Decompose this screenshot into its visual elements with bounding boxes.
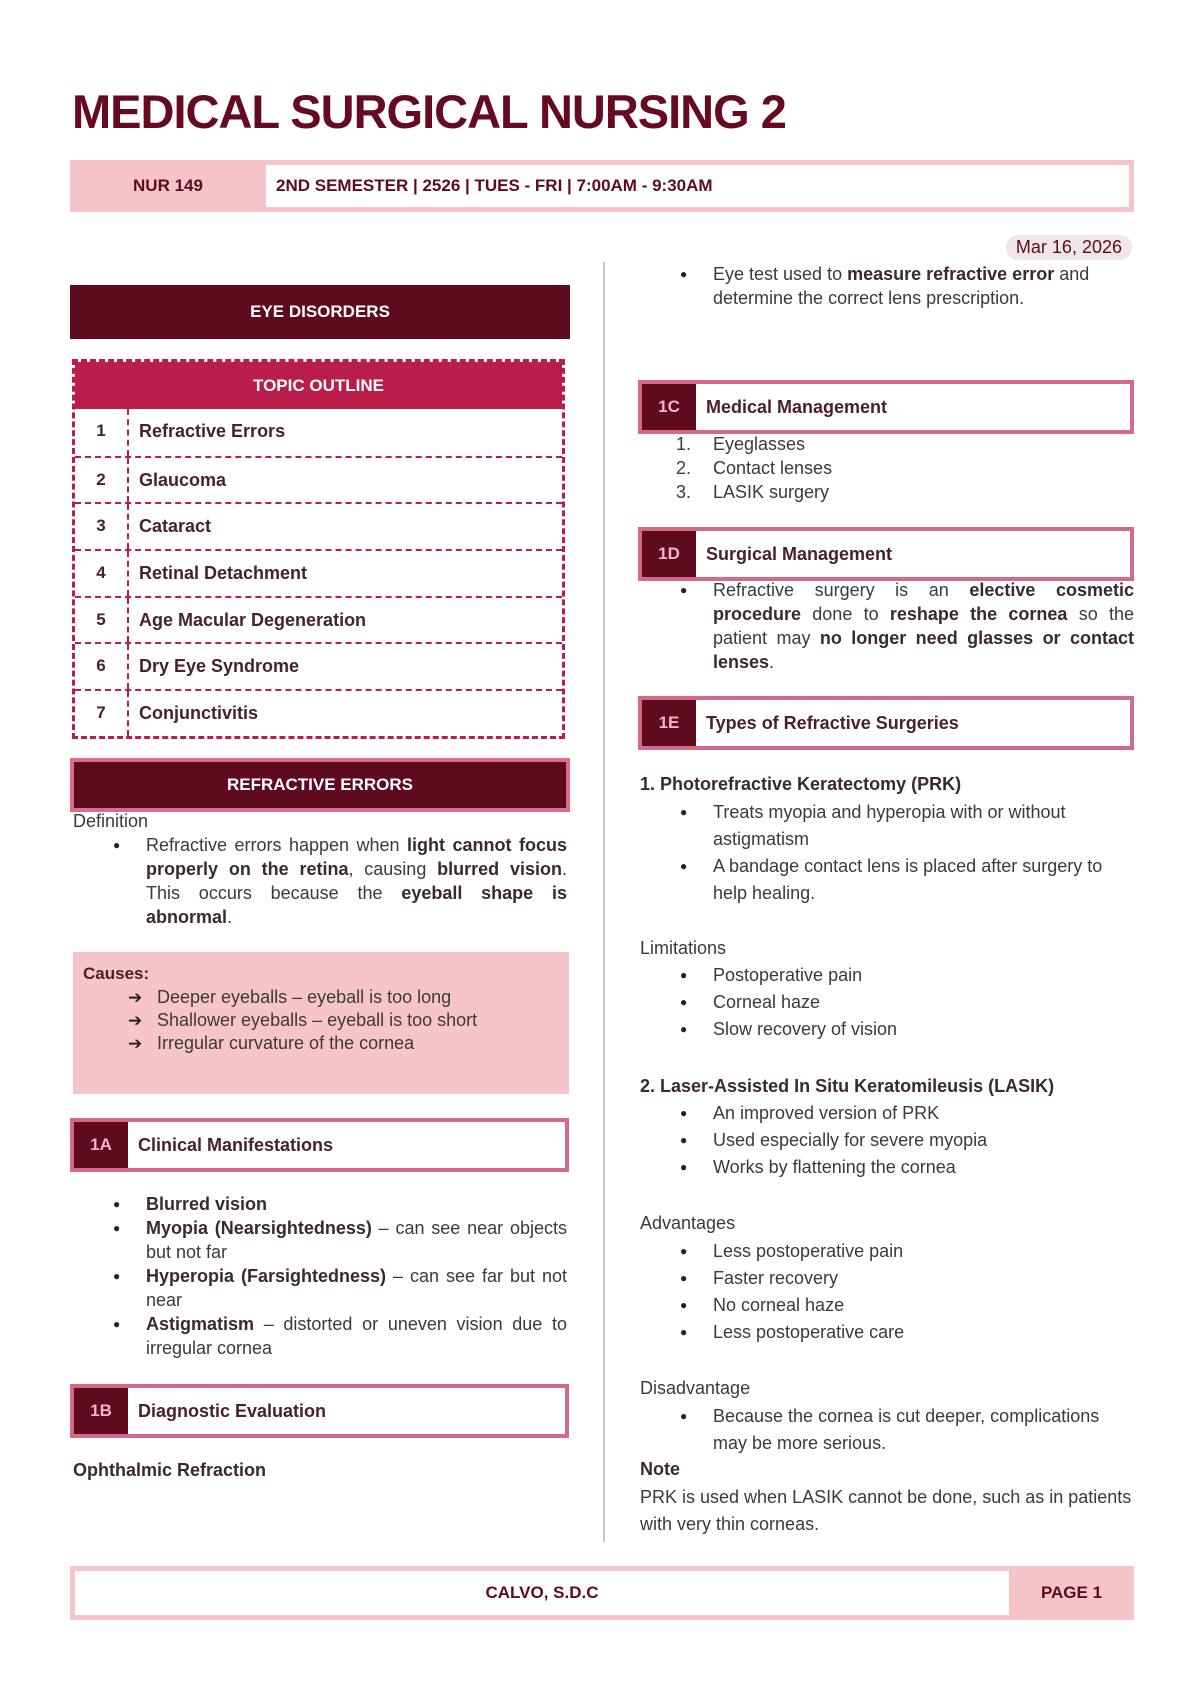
section-label: Clinical Manifestations [138, 1135, 334, 1155]
section-label: Diagnostic Evaluation [138, 1401, 327, 1421]
disadvantage-label: Disadvantage [640, 1378, 751, 1398]
note-text: PRK is used when LASIK cannot be done, such as in patients with very thin corneas. [640, 1487, 1132, 1534]
manifestations-list [73, 1192, 567, 1360]
cause-item: ➔ Deeper eyeballs – eyeball is too long [83, 986, 559, 1009]
eye-test-list [640, 262, 1134, 310]
outline-number: 7 [75, 691, 129, 736]
column-divider [603, 262, 605, 1542]
item-label: LASIK surgery [713, 482, 830, 502]
item-number: 3. [676, 482, 692, 502]
refractive-errors-banner: REFRACTIVE ERRORS [70, 758, 570, 812]
section-label: Medical Management [706, 397, 888, 417]
surgical-management-list [640, 578, 1134, 674]
limitations-label: Limitations [640, 938, 727, 958]
lasik-item: ● Used especially for severe myopia [640, 1127, 1134, 1154]
manifestation-item [73, 1264, 567, 1312]
ophthalmic-refraction-label: Ophthalmic Refraction [73, 1460, 267, 1480]
advantage-item: ● No corneal haze [640, 1292, 1134, 1319]
section-1a-header [70, 1118, 569, 1172]
prk-item: ● A bandage contact lens is placed after surgery to help healing. [640, 853, 1134, 907]
page-number: PAGE 1 [1040, 1583, 1103, 1602]
footer-bar [70, 1566, 1134, 1620]
item-number: 2. [676, 458, 692, 478]
item-label: Eyeglasses [713, 434, 806, 454]
manifestation-term: Astigmatism [146, 1314, 255, 1334]
limitation-item: ● Slow recovery of vision [640, 1016, 1134, 1043]
section-label: Types of Refractive Surgeries [706, 713, 959, 733]
prk-item: ● Treats myopia and hyperopia with or without astigmatism [640, 799, 1134, 853]
section-1c-header [638, 380, 1134, 434]
advantages-list [640, 1238, 1134, 1346]
manifestation-term: Hyperopia (Farsightedness) [146, 1266, 387, 1286]
outline-row [75, 456, 562, 503]
manifestation-desc: – distorted or uneven vision due to irregular cornea [146, 1314, 567, 1358]
advantage-item: ● Faster recovery [640, 1265, 1134, 1292]
section-number: 1A [74, 1122, 128, 1168]
outline-label: Conjunctivitis [139, 703, 259, 724]
outline-number: 5 [75, 598, 129, 643]
outline-row [75, 596, 562, 643]
causes-title: Causes: [83, 964, 150, 983]
limitation-item: ● Corneal haze [640, 989, 1134, 1016]
outline-number: 2 [75, 458, 129, 503]
item-number: 1. [676, 434, 692, 454]
medical-item [640, 456, 1134, 480]
manifestation-desc: – can see far but not near [146, 1266, 567, 1310]
section-number: 1B [74, 1388, 128, 1434]
outline-label: Cataract [139, 516, 212, 537]
outline-row [75, 689, 562, 736]
outline-label: Refractive Errors [139, 421, 286, 441]
outline-number: 1 [75, 409, 129, 456]
outline-row [75, 549, 562, 596]
lasik-list [640, 1100, 1134, 1181]
section-label: Surgical Management [706, 544, 893, 564]
section-1b-header [70, 1384, 569, 1438]
lasik-item: ● Works by flattening the cornea [640, 1154, 1134, 1181]
page-title: MEDICAL SURGICAL NURSING 2 [72, 85, 786, 138]
outline-label: Age Macular Degeneration [139, 609, 367, 630]
limitations-list [640, 962, 1134, 1043]
manifestation-item [73, 1312, 567, 1360]
cause-item: ➔ Irregular curvature of the cornea [83, 1032, 559, 1055]
cause-item: ➔ Shallower eyeballs – eyeball is too short [83, 1009, 559, 1032]
causes-list [83, 986, 559, 1055]
definition-label: Definition [73, 811, 149, 831]
topic-outline-title: TOPIC OUTLINE [75, 362, 562, 409]
advantages-label: Advantages [640, 1213, 736, 1233]
lasik-item: ● An improved version of PRK [640, 1100, 1134, 1127]
section-number: 1E [642, 700, 696, 746]
outline-label: Glaucoma [139, 469, 227, 490]
advantage-item: ● Less postoperative care [640, 1319, 1134, 1346]
eye-test-item: ● Eye test used to measure refractive error and determine the correct lens prescription. [640, 262, 1134, 310]
lasik-title: 2. Laser-Assisted In Situ Keratomileusis (LASIK) [640, 1076, 1055, 1096]
definition-list [73, 833, 567, 929]
outline-row [75, 642, 562, 689]
section-1e-header [638, 696, 1134, 750]
author-name: CALVO, S.D.C [75, 1571, 1009, 1615]
medical-item [640, 480, 1134, 504]
outline-row [75, 502, 562, 549]
medical-management-list [640, 432, 1134, 504]
outline-number: 4 [75, 551, 129, 596]
outline-number: 6 [75, 644, 129, 689]
manifestation-item [73, 1192, 567, 1216]
manifestation-item [73, 1216, 567, 1264]
disadvantage-list [640, 1403, 1134, 1457]
medical-item [640, 432, 1134, 456]
manifestation-term: Blurred vision [146, 1194, 268, 1214]
outline-row [75, 409, 562, 456]
definition-item: ● Refractive errors happen when light cannot focus properly on the retina, causing blurred vision. This occurs because the eyeball shape is abnormal. [73, 833, 567, 929]
outline-label: Retinal Detachment [139, 563, 308, 584]
section-number: 1D [642, 531, 696, 577]
manifestation-desc: – can see near objects but not far [146, 1218, 567, 1262]
item-label: Contact lenses [713, 458, 833, 478]
manifestation-term: Myopia (Nearsightedness) [146, 1218, 372, 1238]
section-1d-header [638, 527, 1134, 581]
causes-box [73, 952, 569, 1094]
topic-outline-table [72, 359, 565, 739]
course-info-bar [70, 160, 1134, 212]
outline-label: Dry Eye Syndrome [139, 656, 300, 677]
course-code: NUR 149 [133, 176, 203, 195]
date-badge: Mar 16, 2026 [1006, 235, 1132, 260]
prk-title: 1. Photorefractive Keratectomy (PRK) [640, 774, 962, 794]
eye-disorders-banner: EYE DISORDERS [70, 285, 570, 339]
surgical-item: ● Refractive surgery is an elective cosmetic procedure done to reshape the cornea so the patient may no longer need glasses or contact lenses. [640, 578, 1134, 674]
note-label: Note [640, 1459, 680, 1479]
advantage-item: ● Less postoperative pain [640, 1238, 1134, 1265]
outline-number: 3 [75, 504, 129, 549]
section-number: 1C [642, 384, 696, 430]
course-schedule: 2ND SEMESTER | 2526 | TUES - FRI | 7:00AM - 9:30AM [266, 165, 1129, 207]
disadvantage-item: ● Because the cornea is cut deeper, complications may be more serious. [640, 1403, 1134, 1457]
limitation-item: ● Postoperative pain [640, 962, 1134, 989]
prk-list [640, 799, 1134, 907]
